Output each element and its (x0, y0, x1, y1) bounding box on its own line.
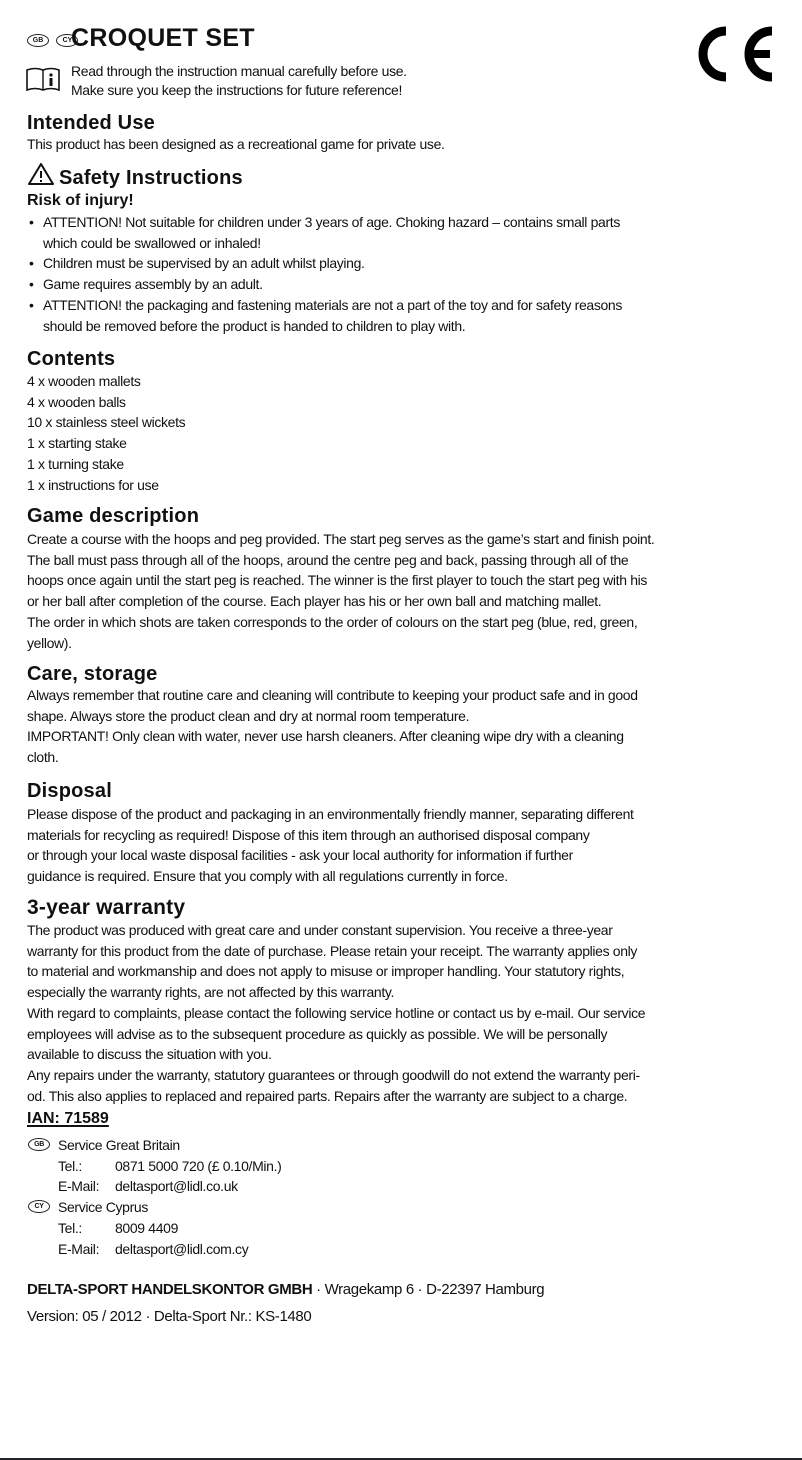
bullet-icon: • (29, 296, 34, 313)
safety-bullet-1: • ATTENTION! Not suitable for children under 3 years of age. Choking hazard – contains small parts which could be swallowed or inhaled! (29, 214, 620, 251)
email-link-cy[interactable]: deltasport@lidl.com.cy (115, 1240, 249, 1257)
heading-contents: Contents (27, 348, 116, 370)
contents-item: 4 x wooden mallets (27, 373, 141, 389)
disposal-text: Please dispose of the product and packaging in an environmentally friendly manner, separating different materials for recycling as required! Dispose of this item through an authorised disposal company or through your local waste disposal facilities - ask your local authority for information if further guidance is required. Ensure that you comply with all regulations currently in force. (27, 806, 634, 885)
contents-item: 1 x starting stake (27, 435, 127, 452)
bullet-icon: • (29, 276, 34, 293)
care-text: Always remember that routine care and cleaning will contribute to keeping your product safe and in good shape. Always store the product clean and dry at normal room temperature. IMPORTANT! Only clean with water, never use harsh cleaners. After cleaning wipe dry with a cleaning cloth. (27, 687, 638, 766)
heading-intended-use: Intended Use (27, 112, 155, 134)
bullet-icon: • (29, 214, 34, 230)
country-badge-gb: GB (27, 34, 49, 47)
heading-disposal: Disposal (27, 780, 112, 802)
country-badge-cy: CY (56, 34, 78, 47)
heading-care-storage: Care, storage (27, 663, 158, 685)
safety-bullet-3: • Game requires assembly by an adult. (27, 274, 622, 295)
contents-item: 10 x stainless steel wickets (27, 414, 186, 431)
contents-item: 4 x wooden balls (27, 393, 126, 410)
warranty-text: The product was produced with great care and under constant supervision. You receive a three-year warranty for this product from the date of purchase. Please retain your receipt. The warranty applies only to material and workmanship and does not apply to misuse or improper handling. Your statutory rights, especially the warranty rights, are not affected by this warranty. With regard to complaints, please contact the following service hotline or contact us by e-mail. Our service employees will advise as to the subsequent procedure as quickly as possible. We will be personally available to discuss the situation with you. Any repairs under the warranty, statutory guarantees or through goodwill do not extend the warranty peri- od. This also applies to replaced and repaired parts. Repairs after the warranty are subject to a charge. (27, 922, 646, 1104)
safety-bullet-2: • Children must be supervised by an adult whilst playing. (27, 253, 622, 274)
heading-warranty: 3-year warranty (27, 896, 186, 919)
bullet-icon: • (29, 255, 34, 272)
service-cy-email: E-Mail: deltasport@lidl.com.cy (27, 1239, 281, 1260)
company-name: DELTA-SPORT HANDELSKONTOR GMBH (27, 1281, 313, 1298)
service-cy-title: CY Service Cyprus (27, 1197, 281, 1218)
safety-bullet-list (27, 212, 622, 336)
country-badge-gb: GB (28, 1138, 50, 1151)
contents-list (27, 371, 185, 495)
contents-item: 1 x instructions for use (27, 476, 159, 493)
heading-game-description: Game description (27, 505, 200, 527)
country-badge-cy: CY (28, 1200, 50, 1213)
document-title: CROQUET SET (71, 24, 255, 52)
notice-line-2: Make sure you keep the instructions for future reference! (71, 82, 403, 98)
ce-mark-icon (694, 26, 774, 82)
footer-company-line (27, 1280, 544, 1301)
game-description-text: Create a course with the hoops and peg provided. The start peg serves as the game’s start and finish point. The ball must pass through all of the hoops, around the centre peg and back, passing through all of the hoops once again until the start peg is reached. The winner is the first player to touch the start peg with his or her ball after completion of the course. Each player has his or her own ball and matching mallet. The order in which shots are taken corresponds to the order of colours on the start peg (blue, red, green, yellow). (27, 531, 655, 651)
info-book-icon (26, 66, 60, 92)
safety-bullet-4: • ATTENTION! the packaging and fastening materials are not a part of the toy and for safety reasons should be removed before the product is handed to children to play with. (29, 296, 623, 334)
contents-item: 1 x turning stake (27, 455, 124, 472)
service-cy-tel: Tel.: 8009 4409 (58, 1219, 179, 1236)
email-link-gb[interactable]: deltasport@lidl.co.uk (115, 1178, 238, 1195)
ian-number: IAN: 71589 (27, 1110, 109, 1127)
notice-line-1: Read through the instruction manual carefully before use. (71, 63, 407, 79)
footer-version: Version: 05 / 2012 · Delta-Sport Nr.: KS-1480 (27, 1308, 312, 1325)
company-address: · Wragekamp 6 · D-22397 Hamburg (312, 1281, 545, 1298)
service-gb-title: GB Service Great Britain (27, 1135, 281, 1156)
heading-safety-instructions: Safety Instructions (59, 167, 243, 189)
service-gb-email: E-Mail: deltasport@lidl.co.uk (27, 1176, 281, 1197)
intended-use-text: This product has been designed as a recreational game for private use. (27, 136, 445, 152)
service-contacts (27, 1135, 281, 1259)
service-gb-tel: Tel.: 0871 5000 720 (£ 0.10/Min.) (58, 1157, 282, 1174)
risk-of-injury-subheading: Risk of injury! (27, 192, 134, 209)
warning-triangle-icon (27, 162, 55, 186)
